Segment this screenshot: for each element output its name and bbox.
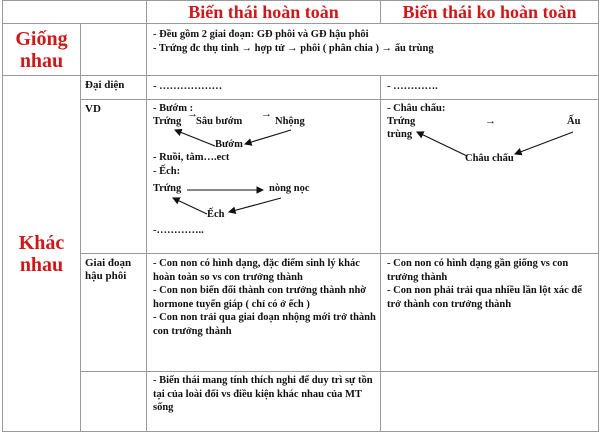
grasshopper-title: - Châu chấu:: [387, 103, 446, 114]
pupa-label: Nhộng: [275, 116, 305, 127]
postembryonic-incomplete-line: - Con non có hình dạng gần giống vs con trưởng thành: [387, 258, 569, 283]
header-corner: [3, 1, 147, 24]
lifecycle-arrows: [153, 102, 381, 252]
representative-label: Đại diện: [81, 76, 147, 100]
representative-incomplete: - ………….: [381, 76, 599, 100]
examples-row: [3, 100, 599, 254]
caterpillar-label: Sâu bướm: [196, 116, 243, 127]
postembryonic-complete-line: - Con non có hình dạng, đặc điểm sinh lý khác hoàn toàn so vs con trưởng thành: [153, 258, 360, 283]
flies-silkworm-note: - Ruồi, tằm….ect: [153, 152, 230, 163]
postembryonic-incomplete-line: - Con non phải trải qua nhiều lần lột xác để trở thành con trưởng thành: [387, 285, 582, 310]
meaning-row: [3, 372, 599, 432]
differences-label: [3, 76, 81, 432]
similarities-row: [3, 24, 599, 76]
arrow-egg-to-nymph: →: [485, 115, 496, 127]
comparison-table: [2, 0, 599, 432]
examples-label: VD: [81, 100, 147, 254]
postembryonic-label-line1: Giai đoạn: [85, 257, 132, 269]
meaning-incomplete-empty: [381, 372, 599, 432]
grasshopper-label: Châu chấu: [465, 153, 514, 164]
postembryonic-complete-line: - Con non trải qua giai đoạn nhộng mới trở thành con trưởng thành: [153, 312, 376, 337]
examples-complete: [147, 100, 381, 254]
postembryonic-complete: [147, 254, 381, 372]
meaning-complete: - Biến thái mang tính thích nghi để duy trì sự tồn tại của loài đối vs điều kiện khác nhau của MT sống: [147, 372, 381, 432]
similarities-label-line2: nhau: [19, 49, 64, 72]
representative-complete: - ………………: [147, 76, 381, 100]
postembryonic-label-line2: hậu phôi: [85, 270, 127, 282]
similarities-empty-cell: [81, 24, 147, 76]
postembryonic-label: [81, 254, 147, 372]
arrow-nymph-to-adult: [515, 132, 573, 154]
similarities-content: [147, 24, 599, 76]
more-examples: -…………..: [153, 225, 204, 236]
arrow-frog-to-egg: [173, 198, 207, 214]
frog-egg-label: Trứng: [153, 183, 182, 194]
examples-incomplete: [381, 100, 599, 254]
arrow-adult-to-egg: [417, 132, 467, 156]
similarities-label: [3, 24, 81, 76]
arrow-caterpillar-to-pupa: →: [261, 108, 272, 120]
postembryonic-complete-line: - Con non biến đổi thành con trưởng thành nhờ hormone tuyến giáp ( chỉ có ở ếch ): [153, 285, 367, 310]
header-incomplete-metamorphosis: Biến thái ko hoàn toàn: [381, 1, 599, 24]
arrow-butterfly-to-egg: [175, 130, 215, 146]
nymph-label-bottom: trùng: [387, 129, 413, 140]
tadpole-label: nòng nọc: [269, 183, 310, 194]
representative-row: [3, 76, 599, 100]
header-row: [3, 1, 599, 24]
egg-label: Trứng: [153, 116, 182, 127]
differences-label-line2: nhau: [19, 253, 64, 276]
similarity-line: - Đều gồm 2 giai đoạn: GĐ phôi và GĐ hậu phôi: [153, 29, 369, 40]
nymph-label-top: Ấu: [567, 116, 581, 127]
grasshopper-egg-label: Trứng: [387, 116, 416, 127]
arrow-egg-to-caterpillar: →: [187, 108, 198, 120]
arrow-tadpole-to-frog: [229, 198, 281, 212]
similarities-label-line1: Giống: [15, 27, 68, 50]
frog-label: Ếch: [207, 209, 225, 220]
meaning-label-empty: [81, 372, 147, 432]
differences-label-line1: Khác: [18, 231, 65, 254]
header-complete-metamorphosis: Biến thái hoàn toàn: [147, 1, 381, 24]
postembryonic-incomplete: [381, 254, 599, 372]
grasshopper-arrows: [387, 102, 599, 182]
butterfly-title: - Bướm :: [153, 103, 194, 114]
similarity-line: - Trứng đc thụ tinh → hợp tử → phôi ( phân chia ) → ấu trùng: [153, 42, 434, 54]
arrow-pupa-to-butterfly: [245, 130, 291, 144]
frog-title: - Ếch:: [153, 166, 181, 177]
postembryonic-row: [3, 254, 599, 372]
butterfly-label: Bướm: [215, 139, 243, 150]
